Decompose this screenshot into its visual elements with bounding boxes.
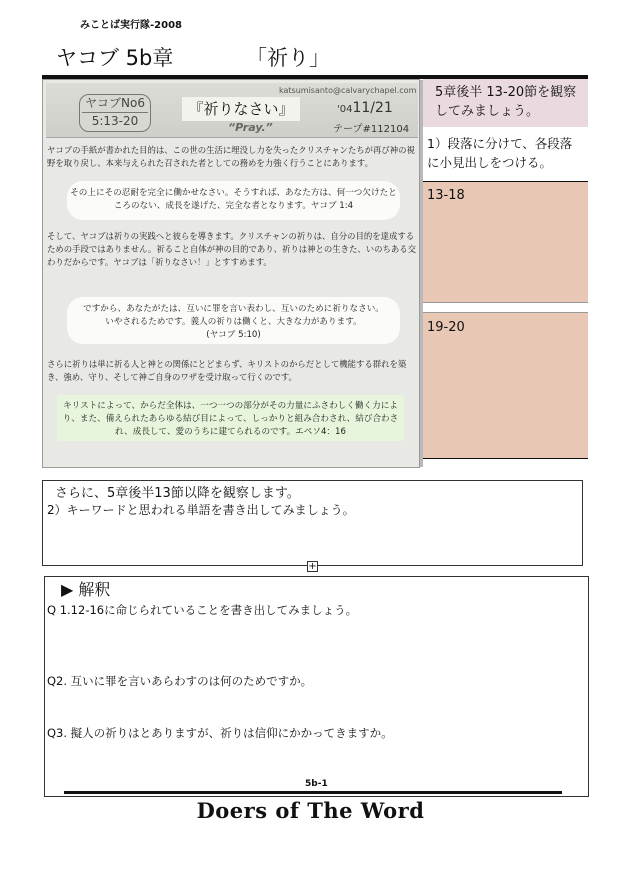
scripture-quote-james-5 [67, 297, 400, 344]
answer-block-13-18[interactable] [423, 182, 588, 303]
date-month-day: 11/21 [352, 100, 393, 116]
leaflet-header [46, 83, 418, 138]
sermon-subtitle-en: “Pray.” [228, 121, 273, 134]
observation-heading: 5章後半 13-20節を観察してみましょう。 [423, 79, 588, 127]
question-3: Q3. 擬人の祈りはとありますが、祈りは信仰にかかってきますか。 [47, 726, 393, 740]
answer-block-19-20[interactable] [423, 312, 588, 458]
page-number: 5b-1 [305, 779, 328, 789]
tape-number: テープ#112104 [333, 124, 410, 135]
page-title: ヤコブ 5b章 [56, 46, 174, 70]
organization-label: みことば実行隊-2008 [80, 20, 182, 31]
page-subtitle: 「祈り」 [246, 46, 330, 70]
interpretation-heading: ▶ 解釈 [61, 580, 111, 599]
observation-instruction: 1）段落に分けて、各段落に小見出しをつける。 [423, 130, 588, 182]
block-label: 19-20 [427, 320, 465, 335]
quote-line: ですから、あなたがたは、互いに罪を言い表わし、互いのために祈りなさい。 [83, 304, 384, 314]
scripture-quote-ephesians-4-16: キリストによって、からだ全体は、一つ一つの部分がその力量にふさわしく働く力により、また、備えられたあらゆる結び目によって、しっかりと組み合わされ、結び合わされ、成長して、愛のうちに建てられるのです。エペソ4：16 [57, 395, 404, 441]
quote-reference: (ヤコブ 5:10) [206, 330, 261, 340]
series-reference: 5:13-20 [91, 114, 139, 128]
date-year: '04 [337, 104, 353, 115]
sermon-date [337, 100, 393, 116]
keyword-section[interactable] [42, 480, 583, 566]
series-name: ヤコブNo6 [85, 96, 145, 110]
series-badge [79, 94, 151, 132]
keyword-instruction: 2）キーワードと思われる単語を書き出してみましょう。 [47, 503, 355, 517]
paragraph-prayer: そして、ヤコブは祈りの実践へと彼らを導きます。クリスチャンの祈りは、自分の目的を達成するための手段ではありません。祈ること自体が神の目的であり、祈りは神との生きた、いのちある交わりだからです。ヤコブは「祈りなさい！」とすすめます。 [47, 231, 417, 267]
sermon-title: 『祈りなさい』 [182, 97, 300, 121]
quote-line: いやされるためです。義人の祈りは働くと、大きな力があります。 [105, 317, 362, 327]
paragraph-body-of-christ: さらに祈りは単に祈る人と神との関係にとどまらず、キリストのからだとして機能する群れを築き、強め、守り、そして神ご自身のワザを受け取って行くのです。 [47, 359, 407, 382]
email-address: katsumisanto@calvarychapel.com [279, 86, 417, 95]
scripture-quote-james-1-4: その上にその忍耐を完全に働かせなさい。そうすれば、あなた方は、何一つ欠けたところのない、成長を遂げた、完全な者となります。ヤコブ 1:4 [67, 181, 400, 220]
right-column-rule [423, 458, 588, 459]
table-anchor-icon[interactable]: + [308, 561, 317, 572]
observe-intro: さらに、5章後半13節以降を観察します。 [55, 486, 300, 501]
question-2: Q2. 互いに罪を言いあらわすのは何のためですか。 [47, 674, 313, 688]
paragraph-purpose: ヤコブの手紙が書かれた目的は、この世の生活に埋没し力を失ったクリスチャンたちが再び神の視野を取り戻し、本来与えられた召された者としての務めを力強く行うことにあります。 [47, 145, 415, 168]
brand-logo-text: Doers of The Word [196, 798, 425, 823]
block-label: 13-18 [427, 188, 465, 203]
question-1: Q 1.12-16に命じられていることを書き出してみましょう。 [47, 603, 358, 617]
sermon-leaflet [42, 79, 420, 468]
footer-rule [64, 791, 562, 794]
interpretation-section[interactable] [44, 576, 589, 797]
